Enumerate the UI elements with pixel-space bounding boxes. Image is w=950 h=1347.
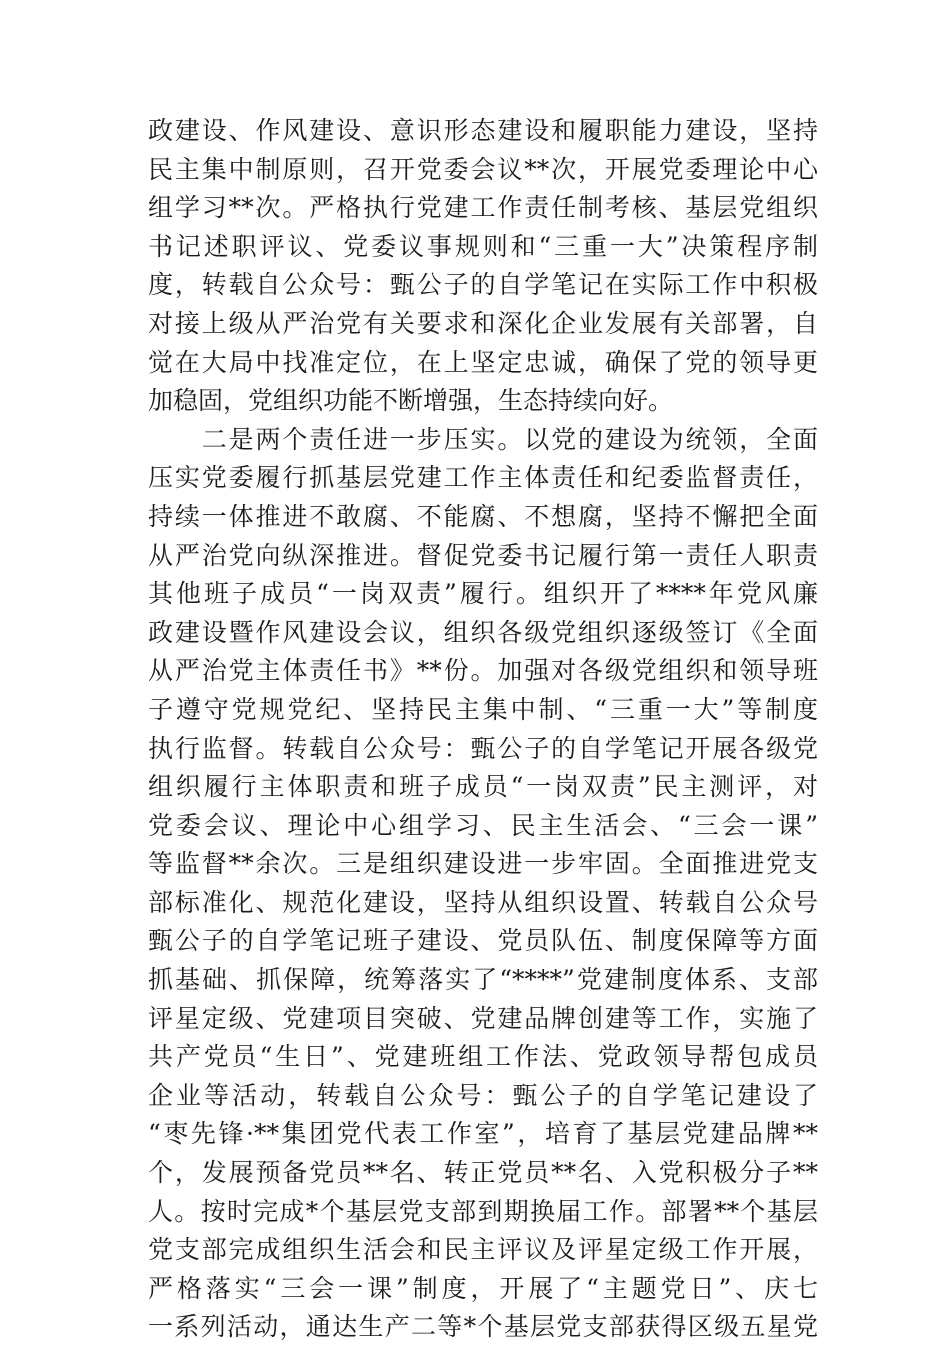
text-line: “枣先锋·**集团党代表工作室”，培育了基层党建品牌** (148, 1119, 818, 1149)
text-line: 党委会议、理论中心组学习、民主生活会、“三会一课” (148, 810, 818, 840)
text-line: 甄公子的自学笔记班子建设、党员队伍、制度保障等方面 (148, 926, 818, 956)
text-line: 二是两个责任进一步压实。以党的建设为统领，全面 (148, 424, 818, 454)
text-line: 度，转载自公众号：甄公子的自学笔记在实际工作中积极 (148, 270, 818, 300)
text-line: 从严治党主体责任书》**份。加强对各级党组织和领导班 (148, 656, 818, 686)
text-line: 评星定级、党建项目突破、党建品牌创建等工作，实施了 (148, 1003, 818, 1033)
text-line: 部标准化、规范化建设，坚持从组织设置、转载自公众号 (148, 887, 818, 917)
text-line: 从严治党向纵深推进。督促党委书记履行第一责任人职责 (148, 540, 818, 570)
text-line: 企业等活动，转载自公众号：甄公子的自学笔记建设了 (148, 1080, 818, 1110)
text-line: 其他班子成员“一岗双责”履行。组织开了****年党风廉 (148, 579, 818, 609)
text-line: 觉在大局中找准定位，在上坚定忠诚，确保了党的领导更 (148, 347, 818, 377)
text-line: 子遵守党规党纪、坚持民主集中制、“三重一大”等制度 (148, 694, 818, 724)
text-line: 组织履行主体职责和班子成员“一岗双责”民主测评，对 (148, 772, 818, 802)
body-text (148, 112, 818, 1347)
text-line: 一系列活动，通达生产二等*个基层党支部获得区级五星党 (148, 1312, 818, 1342)
text-line: 组学习**次。严格执行党建工作责任制考核、基层党组织 (148, 193, 818, 223)
text-line: 严格落实“三会一课”制度，开展了“主题党日”、庆七 (148, 1273, 818, 1303)
text-line: 人。按时完成*个基层党支部到期换届工作。部署**个基层 (148, 1196, 818, 1226)
text-line: 对接上级从严治党有关要求和深化企业发展有关部署，自 (148, 308, 818, 338)
text-line: 民主集中制原则，召开党委会议**次，开展党委理论中心 (148, 154, 818, 184)
text-line: 持续一体推进不敢腐、不能腐、不想腐，坚持不懈把全面 (148, 501, 818, 531)
text-line: 执行监督。转载自公众号：甄公子的自学笔记开展各级党 (148, 733, 818, 763)
text-line: 书记述职评议、党委议事规则和“三重一大”决策程序制 (148, 231, 818, 261)
text-line: 抓基础、抓保障，统筹落实了“****”党建制度体系、支部 (148, 965, 818, 995)
text-line: 等监督**余次。三是组织建设进一步牢固。全面推进党支 (148, 849, 818, 879)
text-line: 个，发展预备党员**名、转正党员**名、入党积极分子** (148, 1158, 818, 1188)
text-line: 党支部完成组织生活会和民主评议及评星定级工作开展， (148, 1235, 818, 1265)
text-line: 加稳固，党组织功能不断增强，生态持续向好。 (148, 386, 674, 416)
text-line: 压实党委履行抓基层党建工作主体责任和纪委监督责任， (148, 463, 818, 493)
text-line: 政建设、作风建设、意识形态建设和履职能力建设，坚持 (148, 116, 818, 145)
text-line: 共产党员“生日”、党建班组工作法、党政领导帮包成员 (148, 1042, 818, 1072)
text-line: 政建设暨作风建设会议，组织各级党组织逐级签订《全面 (148, 617, 818, 647)
